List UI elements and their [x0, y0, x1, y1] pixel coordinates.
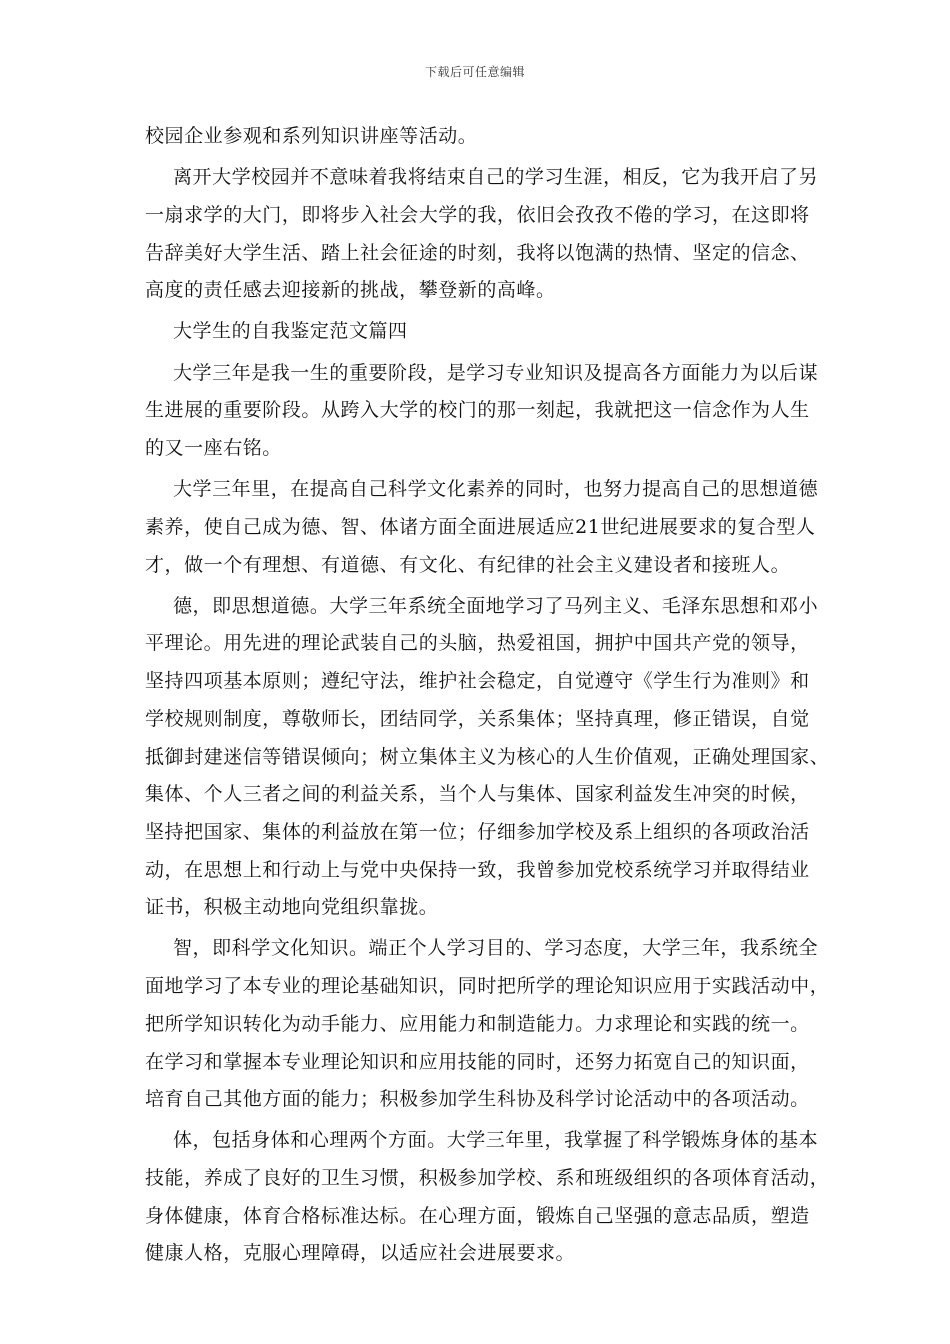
paragraph	[145, 930, 830, 1118]
text-line: 培育自己其他方面的能力；积极参加学生科协及科学讨论活动中的各项活动。	[145, 1088, 810, 1111]
paragraph	[145, 1122, 830, 1273]
paragraph	[145, 118, 805, 156]
text-line: 离开大学校园并不意味着我将结束自己的学习生涯，相反，它为我开启了另	[173, 166, 819, 189]
text-line: 才，做一个有理想、有道德、有文化、有纪律的社会主义建设者和接班人。	[145, 553, 791, 576]
text-line: 平理论。用先进的理论武装自己的头脑，热爱祖国，拥护中国共产党的领导，	[145, 632, 810, 655]
text-line: 体，包括身体和心理两个方面。大学三年里，我掌握了科学锻炼身体的基本	[173, 1129, 819, 1152]
page-header: 下载后可任意编辑	[424, 65, 525, 79]
text-line: 德，即思想道德。大学三年系统全面地学习了马列主义、毛泽东思想和邓小	[173, 594, 819, 617]
text-line: 在学习和掌握本专业理论知识和应用技能的同时，还努力拓宽自己的知识面，	[145, 1050, 810, 1073]
text-line: 的又一座右铭。	[145, 437, 282, 459]
paragraph	[145, 588, 830, 927]
paragraph	[145, 313, 805, 351]
text-line: 把所学知识转化为动手能力、应用能力和制造能力。力求理论和实践的统一。	[145, 1012, 810, 1035]
text-line: 生进展的重要阶段。从跨入大学的校门的那一刻起，我就把这一信念作为人生	[145, 399, 810, 422]
document-body	[145, 118, 830, 1273]
text-line: 抵御封建迷信等错误倾向；树立集体主义为核心的人生价值观，正确处理国家、	[145, 745, 830, 768]
text-line: 健康人格，克服心理障碍，以适应社会进展要求。	[145, 1242, 576, 1265]
text-line: 校园企业参观和系列知识讲座等活动。	[145, 125, 478, 147]
paragraph	[145, 159, 819, 310]
text-line: 证书，积极主动地向党组织靠拢。	[145, 896, 439, 919]
text-line: 坚持四项基本原则；遵纪守法，维护社会稳定，自觉遵守《学生行为准则》和	[145, 670, 810, 693]
text-line: 动，在思想上和行动上与党中央保持一致，我曾参加党校系统学习并取得结业	[145, 858, 810, 881]
text-line: 一扇求学的大门，即将步入社会大学的我，依旧会孜孜不倦的学习，在这即将	[145, 203, 810, 226]
text-line: 大学三年是我一生的重要阶段，是学习专业知识及提高各方面能力为以后谋	[173, 361, 819, 384]
text-line: 告辞美好大学生活、踏上社会征途的时刻，我将以饱满的热情、坚定的信念、	[145, 241, 810, 264]
text-line: 集体、个人三者之间的利益关系，当个人与集体、国家利益发生冲突的时候，	[145, 783, 810, 806]
paragraph	[145, 355, 819, 468]
text-line: 面地学习了本专业的理论基础知识，同时把所学的理论知识应用于实践活动中，	[145, 975, 830, 998]
text-line: 素养，使自己成为德、智、体诸方面全面进展适应21世纪进展要求的复合型人	[145, 515, 816, 538]
text-line: 坚持把国家、集体的利益放在第一位；仔细参加学校及系上组织的各项政治活	[145, 820, 810, 843]
text-line: 高度的责任感去迎接新的挑战，攀登新的高峰。	[145, 279, 556, 302]
text-line: 身体健康，体育合格标准达标。在心理方面，锻炼自己坚强的意志品质，塑造	[145, 1204, 810, 1227]
paragraph	[145, 471, 819, 584]
text-line: 大学三年里，在提高自己科学文化素养的同时，也努力提高自己的思想道德	[173, 478, 819, 501]
text-line: 学校规则制度，尊敬师长，团结同学，关系集体；坚持真理，修正错误，自觉	[145, 707, 810, 730]
text-line: 智，即科学文化知识。端正个人学习目的、学习态度，大学三年，我系统全	[173, 937, 819, 960]
text-line: 技能，养成了良好的卫生习惯，积极参加学校、系和班级组织的各项体育活动，	[145, 1167, 830, 1190]
text-line: 大学生的自我鉴定范文篇四	[173, 320, 408, 343]
